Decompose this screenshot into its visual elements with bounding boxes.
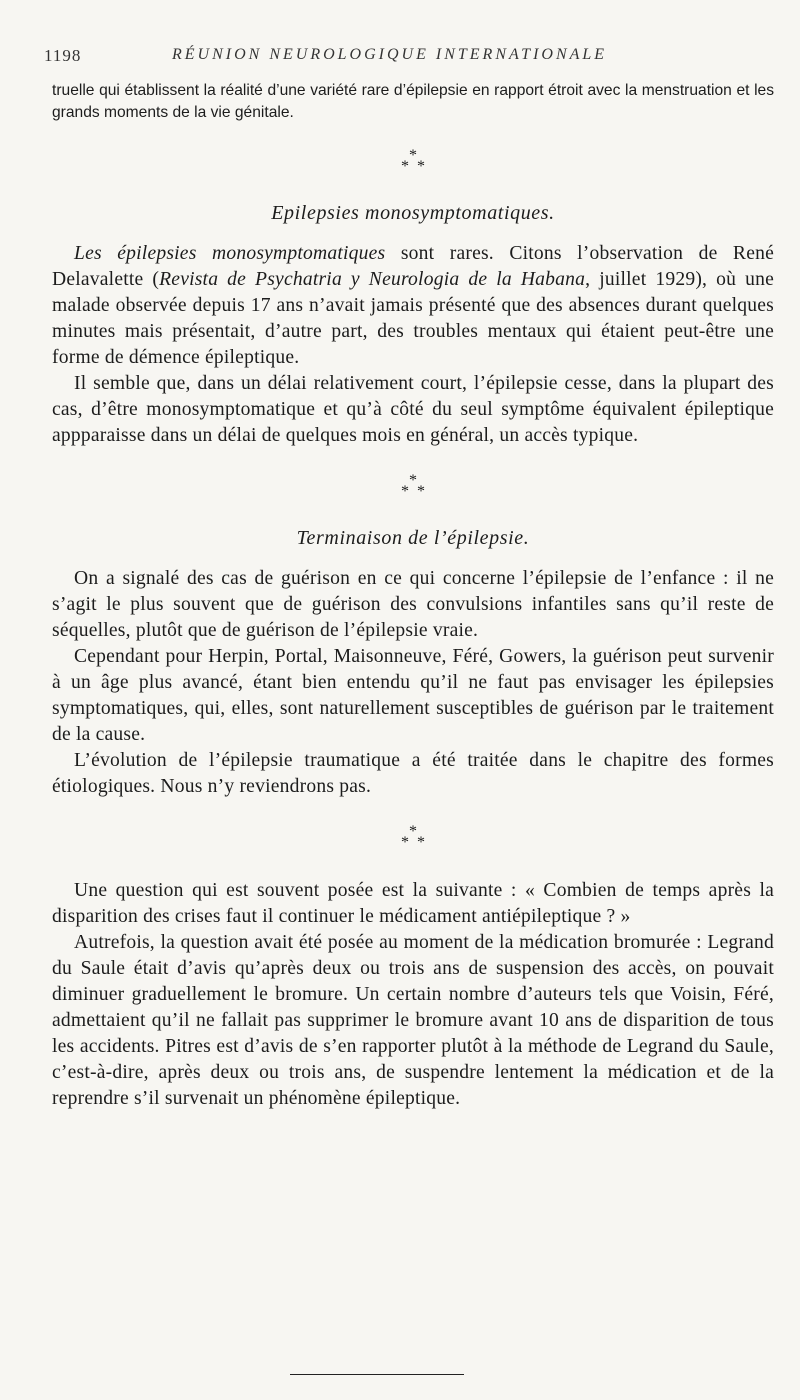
paragraph-2-2: Cependant pour Herpin, Portal, Maisonneuve, Féré, Gowers, la guérison peut survenir à un âge plus avancé, étant bien entendu qu’il ne faut pas envisager les épilepsies symptomatiques, qui, elles, sont naturellement susceptibles de guérison par le traitement de la cause. (52, 646, 774, 745)
section-heading-2: Terminaison de l’épilepsie. (296, 527, 530, 549)
asterism-top: * (409, 147, 417, 164)
section-heading-1: Epilepsies monosymptomatiques. (271, 202, 555, 224)
paragraph-2-1: On a signalé des cas de guérison en ce qui concerne l’épilepsie de l’enfance : il ne s’agit le plus souvent que de guérison des convulsions infantiles sans qu’il reste de séquelles, plutôt que de guérison de l’épilepsie vraie. (52, 568, 774, 641)
asterism: * * * (401, 823, 425, 851)
lead-italic: Les épilepsies monosymptomatiques (74, 243, 386, 264)
book-page (44, 36, 774, 1112)
paragraph-1-1: Les épilepsies monosymptomatiques sont rares. Citons l’observation de René Delavalette (Revista de Psychatria y Neurologia de la Habana, juillet 1929), où une malade observée depuis 17 ans n’avait jamais présenté que des absences durant quelques minutes mais présentait, d’autre part, des troubles mentaux qui étaient peut-être une forme de démence épileptique. (52, 243, 774, 368)
asterism: * * * (401, 472, 425, 500)
end-rule (290, 1374, 464, 1375)
asterism-bottom: * * (401, 158, 425, 175)
running-head (44, 36, 774, 70)
paragraph-3-2: Autrefois, la question avait été posée au moment de la médication bromurée : Legrand du Saule était d’avis qu’après deux ou trois ans de suspension des accès, on pouvait diminuer graduellement le bromure. Un certain nombre d’auteurs tels que Voisin, Féré, admettaient qu’il ne fallait pas supprimer le bromure avant 10 ans de disparition de tous les accidents. Pitres est d’avis de s’en rapporter plutôt à la méthode de Legrand du Saule, c’est-à-dire, après deux ou trois ans, de suspendre lentement la médication et de la reprendre s’il survenait un phénomène épileptique. (52, 932, 774, 1109)
running-title: RÉUNION NEUROLOGIQUE INTERNATIONALE (172, 46, 608, 63)
page-number: 1198 (44, 46, 82, 65)
paragraph-2-3: L’évolution de l’épilepsie traumatique a été traitée dans le chapitre des formes étiologiques. Nous n’y reviendrons pas. (52, 750, 774, 797)
asterism (52, 147, 774, 175)
paragraph-1-2: Il semble que, dans un délai relativement court, l’épilepsie cesse, dans la plupart des cas, d’être monosymptomatique et qu’à côté du seul symptôme équivalent épileptique appparaisse dans un délai de quelques mois en général, un accès typique. (52, 373, 774, 446)
intro-paragraph: truelle qui établissent la réalité d’une variété rare d’épilepsie en rapport étroit avec la menstruation et les grands moments de la vie génitale. (52, 82, 774, 121)
journal-title: Revista de Psychatria y Neurologia de la Habana (159, 269, 586, 290)
paragraph-3-1: Une question qui est souvent posée est la suivante : « Combien de temps après la disparition des crises faut il continuer le médicament antiépileptique ? » (52, 880, 774, 927)
